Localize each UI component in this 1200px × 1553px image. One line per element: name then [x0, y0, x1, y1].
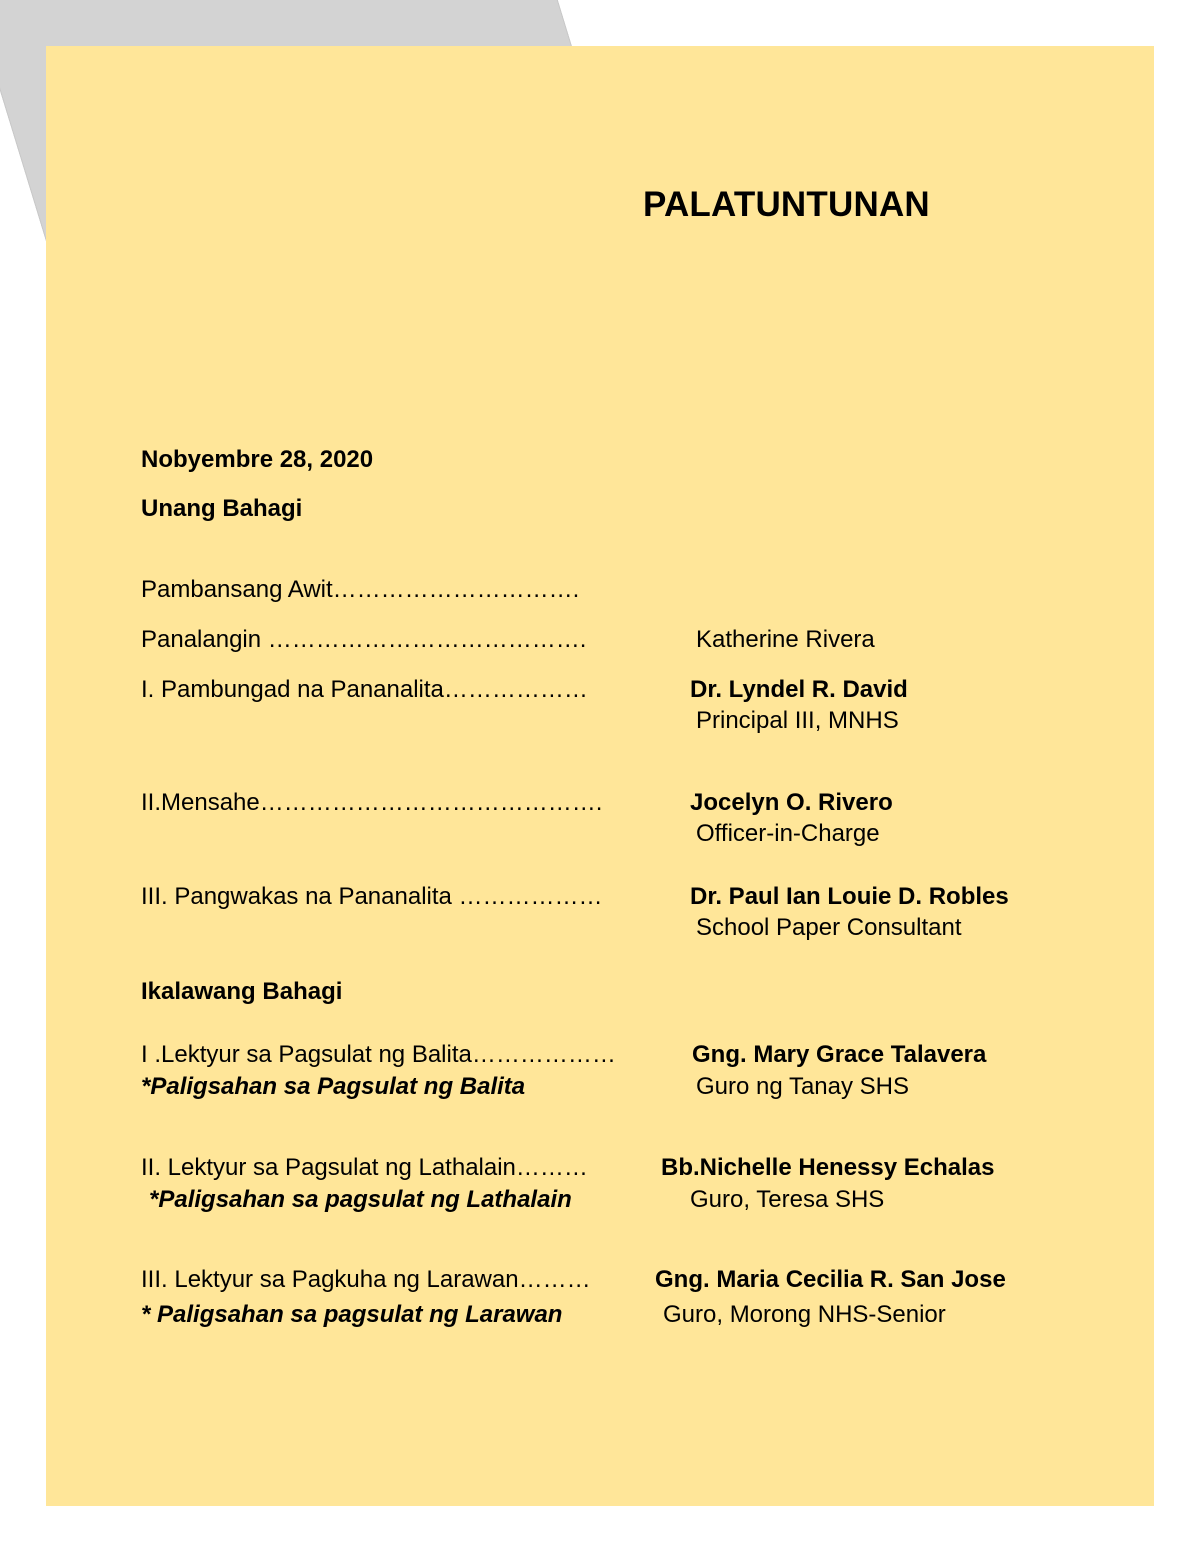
speaker-role: School Paper Consultant — [696, 914, 962, 941]
program-item-lecture-photo: III. Lektyur sa Pagkuha ng Larawan……… — [141, 1266, 591, 1293]
program-item-lecture-news: I .Lektyur sa Pagsulat ng Balita……………… — [141, 1041, 616, 1068]
speaker-name: Gng. Maria Cecilia R. San Jose — [655, 1266, 1006, 1293]
part1-heading: Unang Bahagi — [141, 495, 303, 522]
program-item-prayer: Panalangin …………………………………. — [141, 626, 587, 653]
contest-note: * Paligsahan sa pagsulat ng Larawan — [141, 1301, 563, 1328]
page-title: PALATUNTUNAN — [643, 185, 930, 224]
program-item-opening: I. Pambungad na Pananalita……………… — [141, 676, 588, 703]
speaker-role: Principal III, MNHS — [696, 707, 899, 734]
program-item-anthem: Pambansang Awit…………………………. — [141, 576, 580, 603]
speaker-name: Katherine Rivera — [696, 626, 875, 653]
speaker-role: Officer-in-Charge — [696, 820, 880, 847]
speaker-name: Jocelyn O. Rivero — [690, 789, 893, 816]
program-item-message: II.Mensahe……………………………………. — [141, 789, 603, 816]
speaker-role: Guro, Teresa SHS — [690, 1186, 885, 1213]
program-item-lecture-feature: II. Lektyur sa Pagsulat ng Lathalain……… — [141, 1154, 588, 1181]
contest-note: *Paligsahan sa Pagsulat ng Balita — [141, 1073, 526, 1100]
speaker-role: Guro, Morong NHS-Senior — [663, 1301, 946, 1328]
speaker-name: Dr. Paul Ian Louie D. Robles — [690, 883, 1009, 910]
part2-heading: Ikalawang Bahagi — [141, 978, 343, 1005]
contest-note: *Paligsahan sa pagsulat ng Lathalain — [149, 1186, 572, 1213]
speaker-name: Dr. Lyndel R. David — [690, 676, 908, 703]
speaker-role: Guro ng Tanay SHS — [696, 1073, 910, 1100]
speaker-name: Gng. Mary Grace Talavera — [692, 1041, 987, 1068]
program-item-closing: III. Pangwakas na Pananalita ……………… — [141, 883, 603, 910]
speaker-name: Bb.Nichelle Henessy Echalas — [661, 1154, 995, 1181]
program-page — [46, 46, 1154, 1506]
program-date: Nobyembre 28, 2020 — [141, 446, 374, 473]
